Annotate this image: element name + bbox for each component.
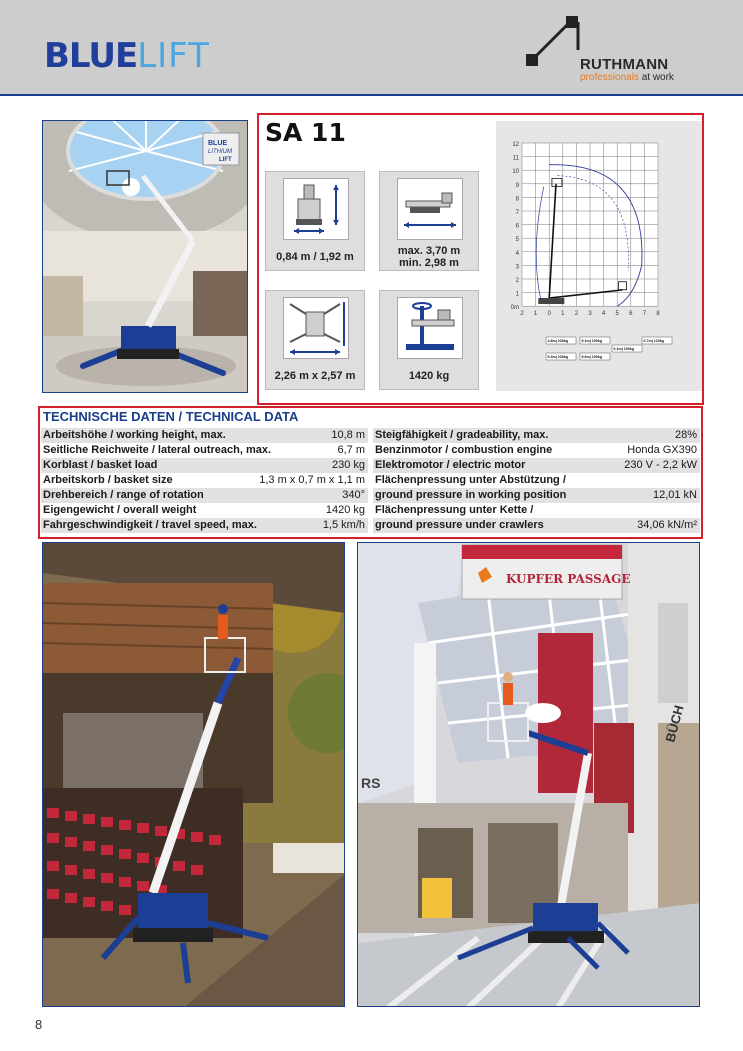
spec-card-transport: [379, 171, 479, 271]
range-x-tick: 3: [588, 311, 592, 318]
range-load-label: 6.7m| 120kg: [643, 339, 664, 343]
table-row: Drehbereich / range of rotation 340°: [41, 488, 368, 503]
store-sign-left: RS: [361, 775, 381, 791]
range-y-tick: 11: [512, 155, 519, 162]
model-title: SA 11: [265, 118, 346, 147]
spec-card-dimensions: [265, 171, 365, 271]
table-row: Arbeitshöhe / working height, max. 10,8 m: [41, 428, 368, 443]
page-number: 8: [35, 1017, 43, 1032]
bluelift-logo-blue: BLUE: [44, 36, 138, 76]
spec-weight-label: 1420 kg: [408, 370, 450, 382]
spec-card-footprint: [265, 290, 365, 390]
bluelift-logo-lift: LIFT: [137, 36, 210, 76]
range-x-tick: 0: [547, 311, 551, 318]
range-y-tick: 0m: [510, 305, 519, 312]
technical-data-title: TECHNISCHE DATEN / TECHNICAL DATA: [43, 409, 299, 424]
range-x-tick: 6: [629, 311, 633, 318]
table-row: Flächenpressung unter Kette /: [375, 504, 534, 516]
mall-banner-text: KUPFER PASSAGE: [506, 572, 631, 586]
spec-box: [257, 113, 704, 405]
range-y-tick: 5: [515, 237, 519, 244]
range-x-tick: 1: [533, 311, 538, 318]
badge-text-3: LIFT: [219, 157, 232, 163]
range-load-label: 5.3m| 230kg: [547, 355, 568, 359]
dimensions-front-icon: [283, 178, 349, 240]
range-y-tick: 4: [515, 250, 519, 257]
photo-kupfer-passage: [357, 542, 700, 1007]
range-y-tick: 2: [515, 278, 519, 284]
photo-mall-dome: [42, 120, 248, 393]
range-y-tick: 6: [515, 223, 519, 230]
weight-icon: [397, 297, 463, 359]
page-header: [0, 0, 743, 96]
bluelift-logo: [44, 36, 210, 76]
badge-text-1: BLUE: [208, 140, 228, 147]
range-x-tick: 7: [642, 311, 647, 318]
range-y-tick: 7: [515, 210, 519, 216]
range-y-tick: 9: [515, 182, 519, 189]
table-row: Fahrgeschwindigkeit / travel speed, max. 1,5 km/h: [41, 518, 368, 533]
table-row: Arbeitskorb / basket size 1,3 m x 0,7 m x 1,1 m: [43, 474, 365, 486]
working-range-diagram: [496, 121, 702, 391]
range-machine-base: [538, 298, 564, 304]
ruthmann-wordmark: RUTHMANN: [580, 56, 669, 73]
range-x-tick: 2: [574, 311, 579, 318]
table-row: ground pressure in working position 12,01 kN: [373, 488, 700, 503]
spec-dimensions-label: 0,84 m / 1,92 m: [276, 251, 354, 263]
spec-transport-min: min. 2,98 m: [399, 257, 459, 269]
outrigger-footprint-icon: [283, 297, 349, 359]
table-row: Korblast / basket load 230 kg: [41, 458, 368, 473]
range-y-tick: 8: [515, 196, 519, 203]
range-x-tick: 8: [656, 311, 660, 318]
table-row: Steigfähigkeit / gradeability, max. 28%: [373, 428, 700, 443]
range-x-tick: 2: [520, 311, 524, 318]
table-row: Seitliche Reichweite / lateral outreach, max. 6,7 m: [43, 444, 365, 456]
range-y-tick: 12: [512, 142, 519, 148]
technical-data-right-column: [373, 428, 700, 533]
range-load-label: 5.6m| 200kg: [581, 355, 602, 359]
range-x-tick: 4: [601, 311, 606, 318]
store-sign-right: BÜCH: [662, 703, 687, 744]
range-x-tick: 5: [615, 311, 619, 318]
table-row: Flächenpressung unter Abstützung /: [375, 474, 566, 486]
table-row: Benzinmotor / combustion engine Honda GX390: [375, 444, 697, 456]
range-y-tick: 1: [515, 291, 519, 298]
table-row: Elektromotor / electric motor 230 V - 2,2 kW: [373, 458, 700, 473]
range-load-label: 6.1m| 150kg: [613, 347, 634, 351]
technical-data-table: [38, 406, 703, 539]
range-load-label: 4.8m| 230kg: [547, 339, 568, 343]
range-x-tick: 1: [561, 311, 565, 318]
table-row: ground pressure under crawlers 34,06 kN/m²: [373, 518, 700, 533]
table-row: Eigengewicht / overall weight 1420 kg: [43, 504, 365, 516]
spec-footprint-label: 2,26 m x 2,57 m: [274, 370, 356, 382]
technical-data-left-column: [41, 428, 368, 533]
photo-outdoor-terrace: [42, 542, 345, 1007]
transport-length-icon: [397, 178, 463, 240]
header-rule: [0, 94, 743, 96]
spec-transport-max: max. 3,70 m: [397, 245, 461, 257]
range-y-tick: 10: [512, 169, 519, 176]
badge-text-2: LITHIUM: [208, 149, 232, 155]
range-load-label: 5.1m| 200kg: [581, 339, 602, 343]
range-y-tick: 3: [515, 264, 519, 271]
ruthmann-tagline: professionals at work: [580, 72, 674, 83]
spec-card-weight: [379, 290, 479, 390]
